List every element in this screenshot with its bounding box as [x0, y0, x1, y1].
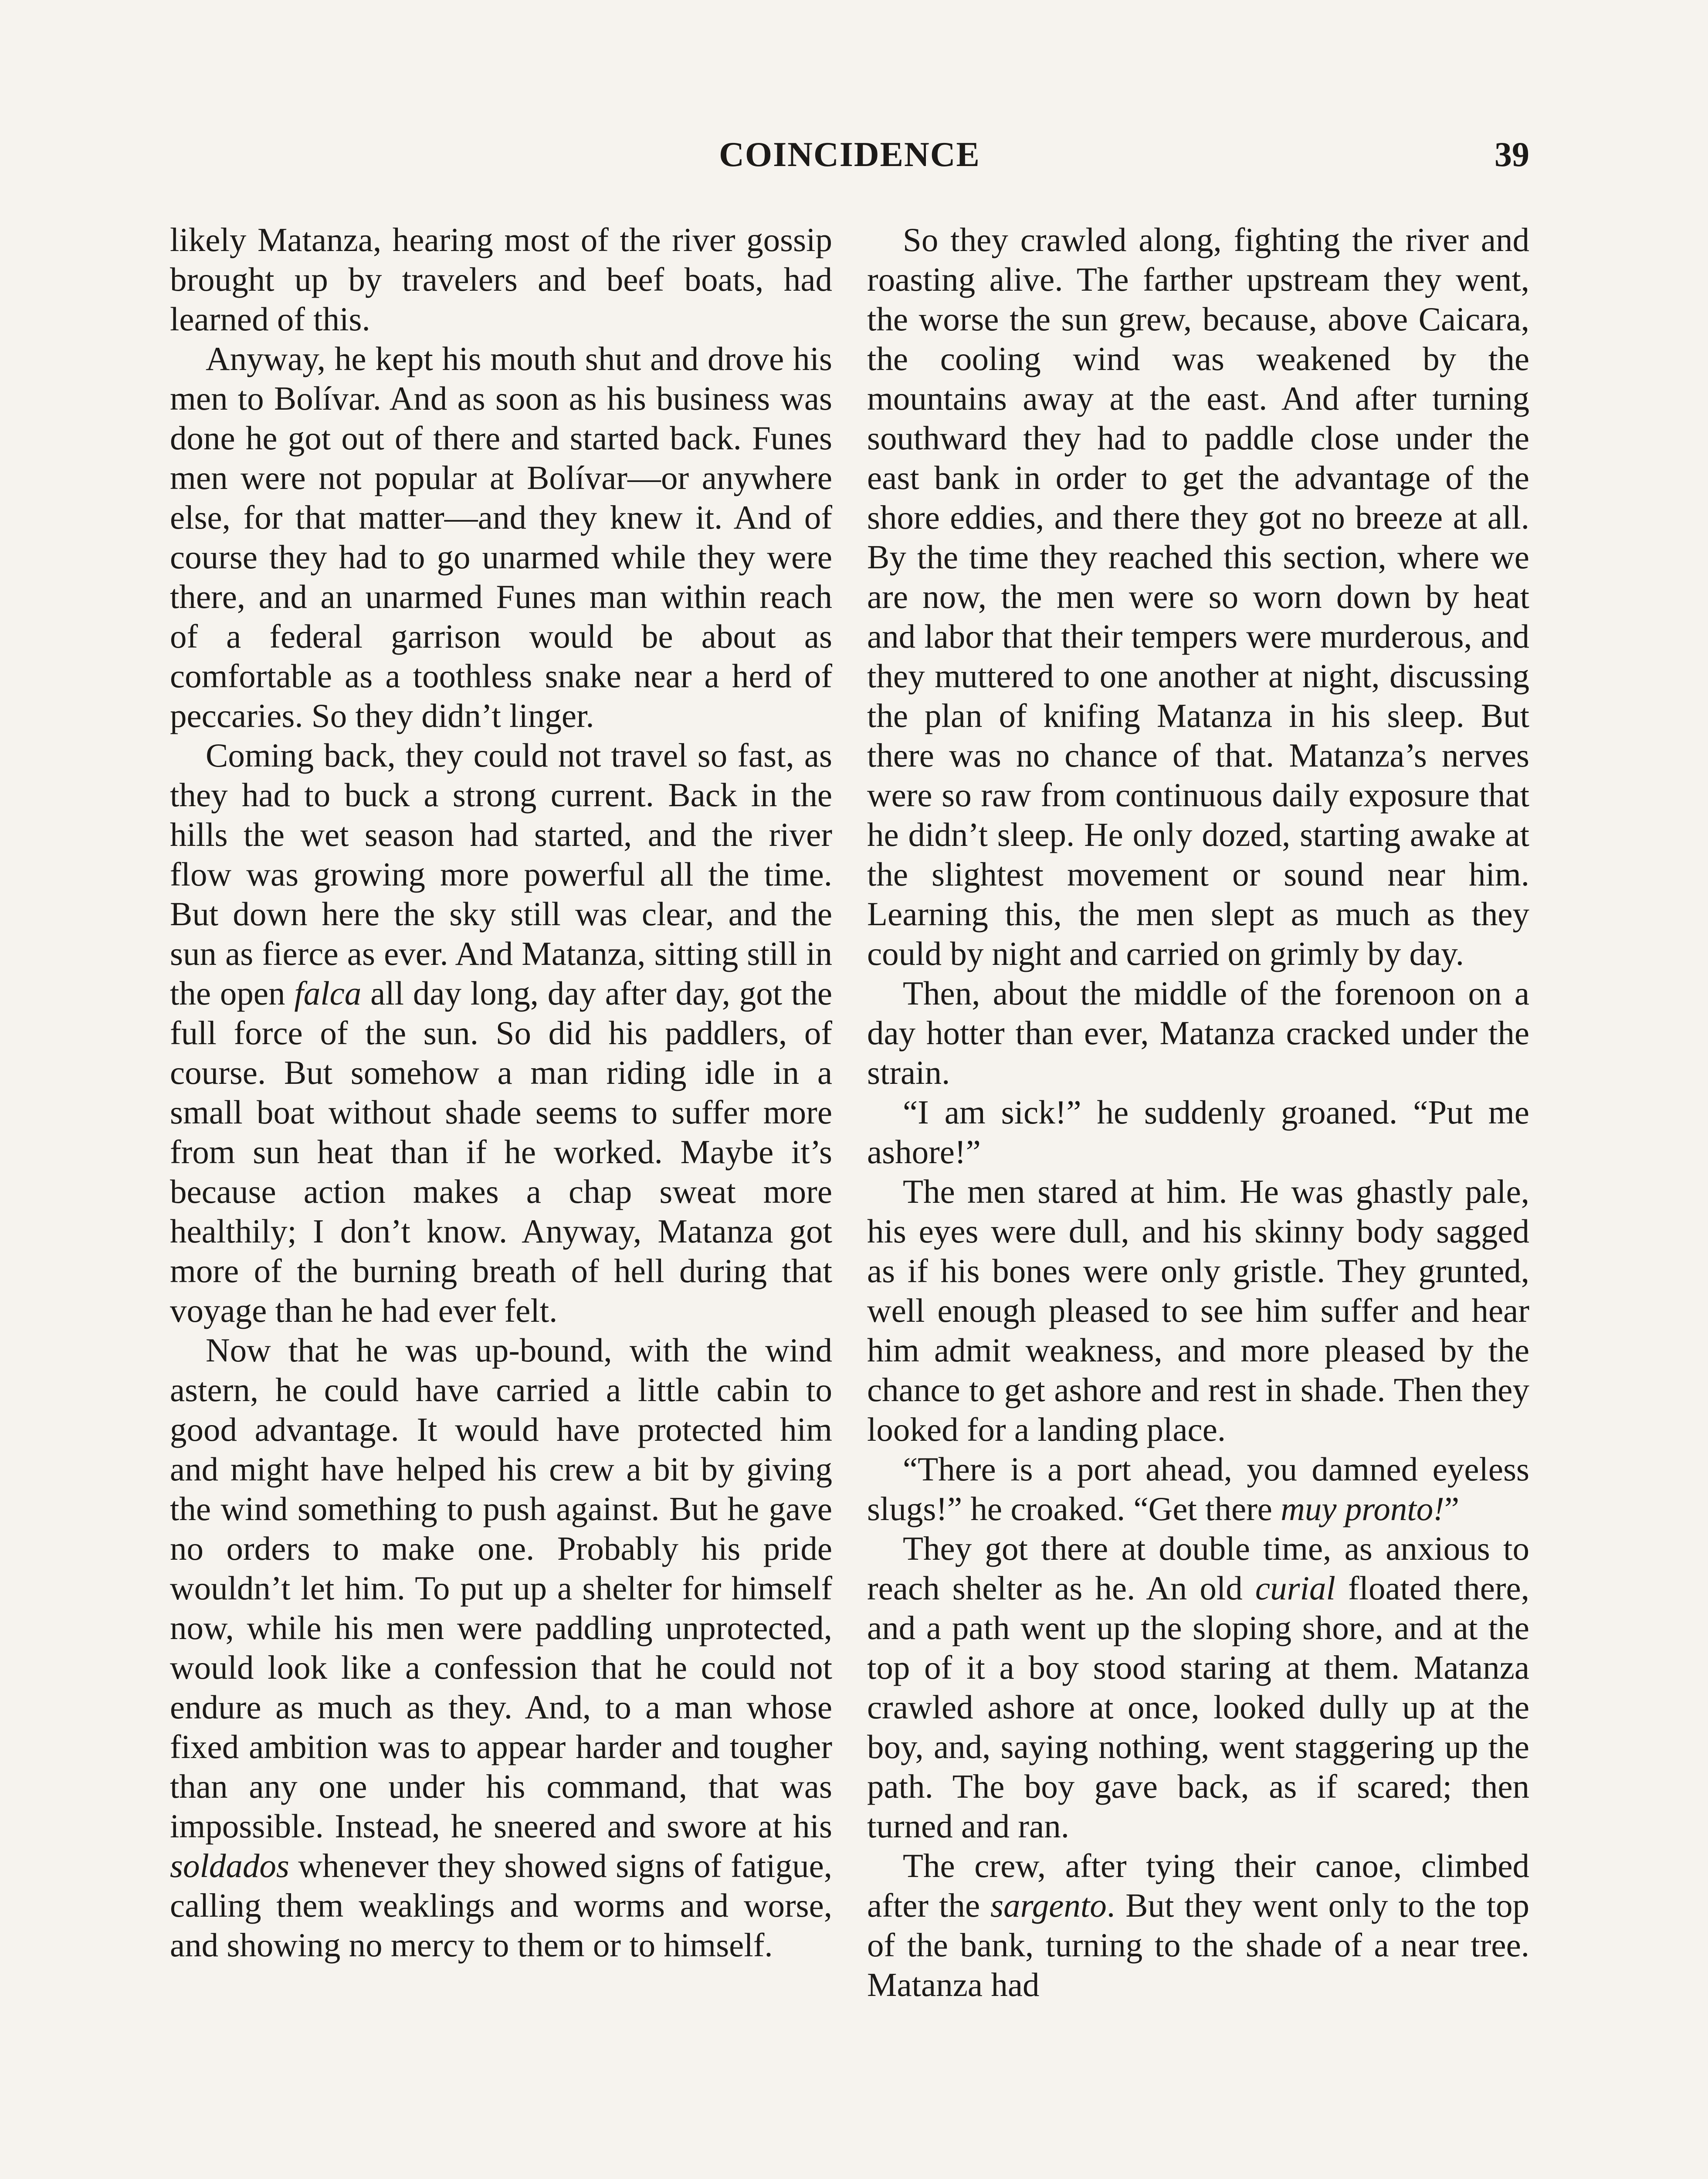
italic-text: soldados [170, 1847, 289, 1884]
text-run: . But they went only to the top of the bank, turning to the shade of a near tree. Matanza had [867, 1887, 1529, 2003]
paragraph [867, 220, 1529, 974]
paragraph [170, 220, 832, 339]
paragraph [867, 974, 1529, 1093]
text-run: ” [1444, 1490, 1460, 1527]
left-column [170, 220, 832, 1965]
paragraph [867, 1529, 1529, 1846]
italic-text: muy pronto! [1281, 1490, 1444, 1527]
text-run: Then, about the middle of the forenoon on a day hotter than ever, Matanza cracked under the strain. [867, 974, 1529, 1091]
italic-text: sargento [990, 1887, 1107, 1924]
paragraph [867, 1093, 1529, 1172]
text-run: whenever they showed signs of fatigue, calling them weaklings and worms and worse, and showing no mercy to them or to himself. [170, 1847, 832, 1964]
page-header [170, 131, 1529, 183]
paragraph [867, 1846, 1529, 2005]
text-run: Now that he was up-bound, with the wind astern, he could have carried a little cabin to good advantage. It would have protected him and might have helped his crew a bit by giving the wind something to push against. But he gave no orders to make one. Probably his pride wouldn’t let him. To put up a shelter for himself now, while his men were paddling unprotected, would look like a confession that he could not endure as much as they. And, to a man whose fixed ambition was to appear harder and tougher than any one under his command, that was impossible. Instead, he sneered and swore at his [170, 1331, 832, 1845]
page-number: 39 [1494, 136, 1529, 174]
text-run: So they crawled along, fighting the river and roasting alive. The farther upstream they went, the worse the sun grew, because, above Caicara, the cooling wind was weakened by the mountains away at the east. And after turning southward they had to paddle close under the east bank in order to get the advantage of the shore eddies, and there they got no breeze at all. By the time they reached this section, where we are now, the men were so worn down by heat and labor that their tempers were murderous, and they muttered to one another at night, discussing the plan of knifing Matanza in his sleep. But there was no chance of that. Matanza’s nerves were so raw from continuous daily exposure that he didn’t sleep. He only dozed, starting awake at the slightest movement or sound near him. Learning this, the men slept as much as they could by night and carried on grimly by day. [867, 221, 1529, 972]
right-column [867, 220, 1529, 2005]
text-run: likely Matanza, hearing most of the river gossip brought up by travelers and beef boats, had learned of this. [170, 221, 832, 338]
text-run: They got there at double time, as anxious to reach shelter as he. An old [867, 1530, 1529, 1607]
text-run: Anyway, he kept his mouth shut and drove his men to Bolívar. And as soon as his business was done he got out of there and started back. Funes men were not popular at Bolívar—or anywhere else, for that matter—and they knew it. And of course they had to go unarmed while they were there, and an unarmed Funes man within reach of a federal garrison would be about as comfortable as a toothless snake near a herd of peccaries. So they didn’t linger. [170, 340, 832, 734]
text-run: The men stared at him. He was ghastly pale, his eyes were dull, and his skinny body sagged as if his bones were only gristle. They grunted, well enough pleased to see him suffer and hear him admit weakness, and more pleased by the chance to get ashore and rest in shade. Then they looked for a landing place. [867, 1173, 1529, 1448]
paragraph [867, 1449, 1529, 1529]
text-run: “There is a port ahead, you damned eyeless slugs!” he croaked. “Get there [867, 1450, 1529, 1527]
text-run: Coming back, they could not travel so fast, as they had to buck a strong current. Back in the hills the wet season had started, and the river flow was growing more powerful all the time. But down here the sky still was clear, and the sun as fierce as ever. And Matanza, sitting still in the open [170, 737, 832, 1012]
italic-text: falca [294, 974, 362, 1012]
paragraph [867, 1172, 1529, 1449]
paragraph [170, 1330, 832, 1965]
paragraph [170, 736, 832, 1330]
text-run: floated there, and a path went up the sloping shore, and at the top of it a boy stood staring at them. Matanza crawled ashore at once, looked dully up at the boy, and, saying nothing, went staggering up the path. The boy gave back, as if scared; then turned and ran. [867, 1569, 1529, 1845]
paragraph [170, 339, 832, 736]
text-run: all day long, day after day, got the full force of the sun. So did his paddlers, of course. But somehow a man riding idle in a small boat without shade seems to suffer more from sun heat than if he worked. Maybe it’s because action makes a chap sweat more healthily; I don’t know. Anyway, Matanza got more of the burning breath of hell during that voyage than he had ever felt. [170, 974, 832, 1329]
text-run: “I am sick!” he suddenly groaned. “Put me ashore!” [867, 1093, 1529, 1171]
italic-text: curial [1255, 1569, 1335, 1607]
running-title: COINCIDENCE [719, 136, 980, 174]
text-run: The crew, after tying their canoe, climbed after the [867, 1847, 1529, 1924]
